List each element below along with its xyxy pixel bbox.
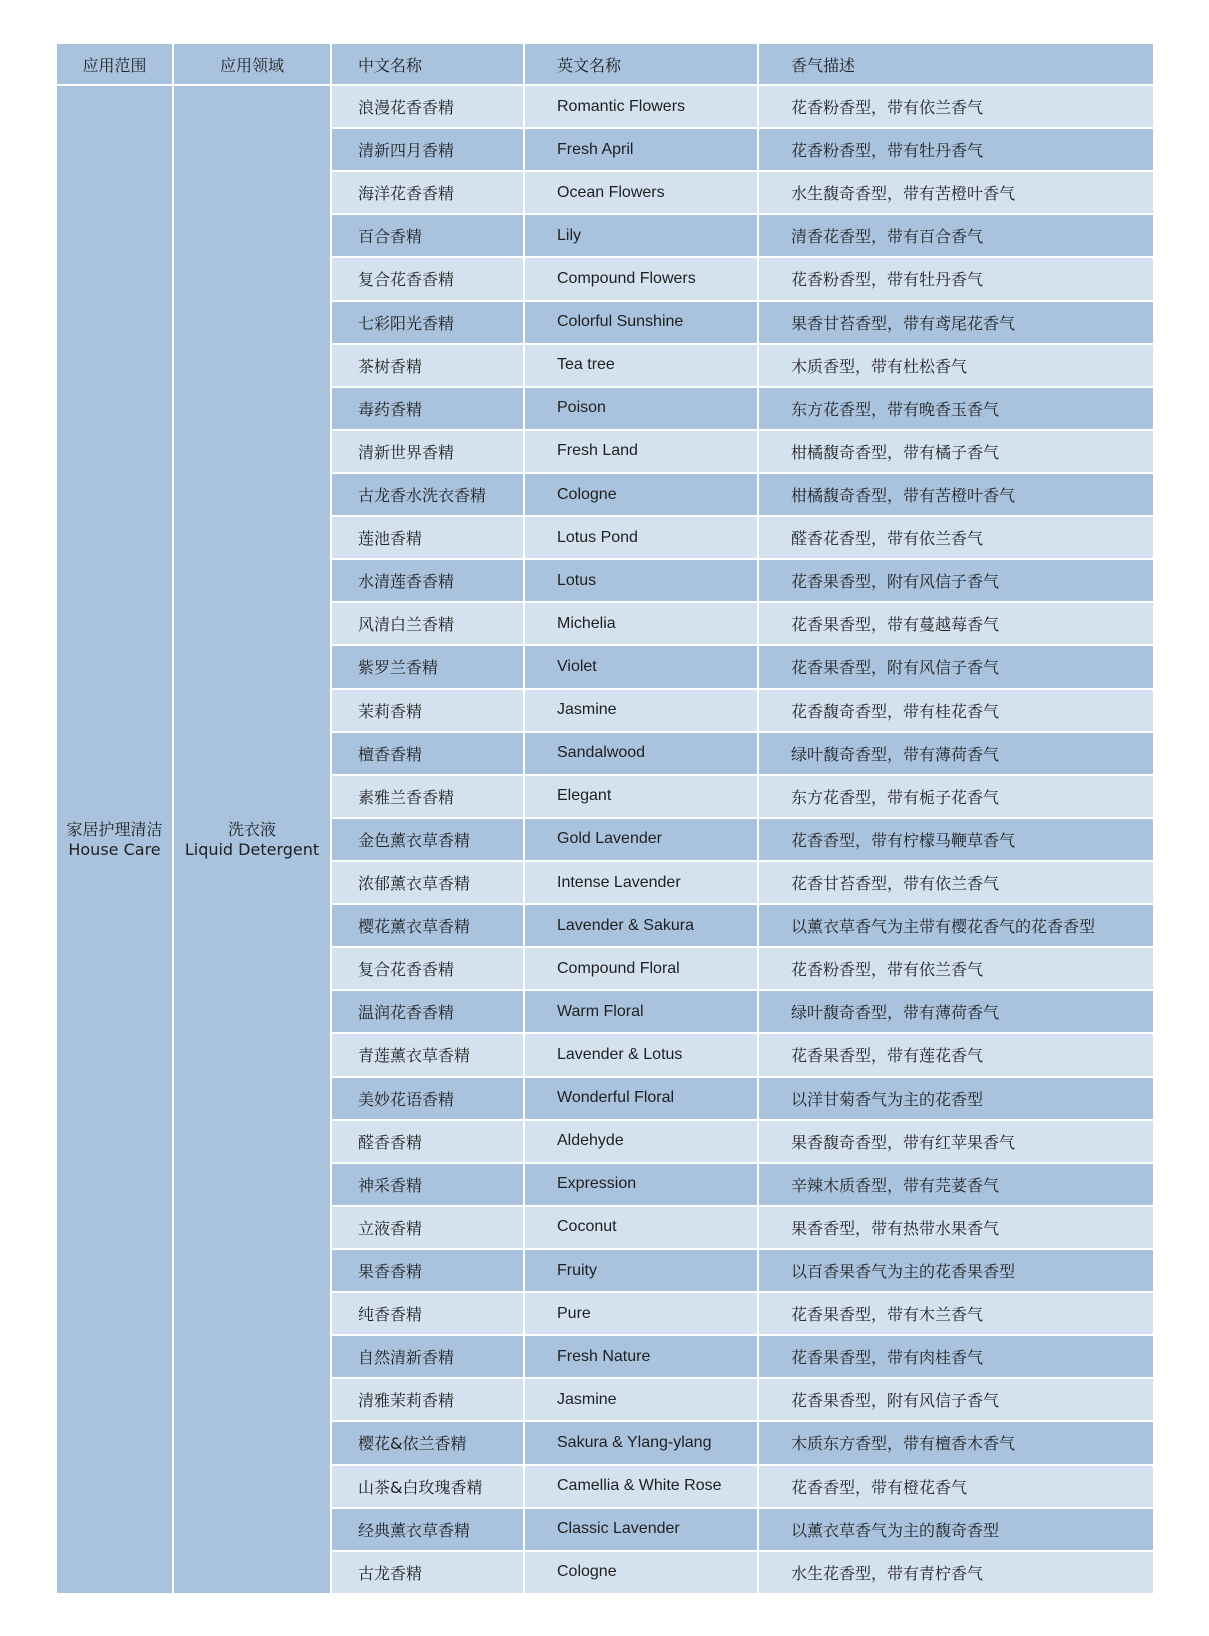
description-cell: 花香果香型，带有木兰香气 xyxy=(759,1293,1153,1336)
description-cell: 柑橘馥奇香型，带有橘子香气 xyxy=(759,431,1153,474)
description-cell: 花香粉香型，带有依兰香气 xyxy=(759,948,1153,991)
cn-name-cell: 毒药香精 xyxy=(332,388,525,431)
cn-name-cell: 复合花香香精 xyxy=(332,948,525,991)
description-cell: 花香果香型，附有风信子香气 xyxy=(759,560,1153,603)
cn-name-cell: 百合香精 xyxy=(332,215,525,258)
cn-name-cell: 檀香香精 xyxy=(332,733,525,776)
en-name-cell: Fresh Nature xyxy=(525,1336,759,1379)
cn-name-cell: 清新世界香精 xyxy=(332,431,525,474)
header-row xyxy=(57,44,1153,86)
en-name-cell: Lotus Pond xyxy=(525,517,759,560)
description-cell: 花香粉香型，带有牡丹香气 xyxy=(759,258,1153,301)
cn-name-cell: 莲池香精 xyxy=(332,517,525,560)
description-cell: 绿叶馥奇香型，带有薄荷香气 xyxy=(759,733,1153,776)
description-cell: 醛香花香型，带有依兰香气 xyxy=(759,517,1153,560)
field-en: Liquid Detergent xyxy=(184,839,320,859)
cn-name-cell: 立液香精 xyxy=(332,1207,525,1250)
scope-en: House Care xyxy=(68,839,161,859)
cn-name-cell: 自然清新香精 xyxy=(332,1336,525,1379)
description-cell: 以洋甘菊香气为主的花香型 xyxy=(759,1078,1153,1121)
en-name-cell: Ocean Flowers xyxy=(525,172,759,215)
description-cell: 花香甘苔香型，带有依兰香气 xyxy=(759,862,1153,905)
cn-name-cell: 风清白兰香精 xyxy=(332,603,525,646)
cn-name-cell: 纯香香精 xyxy=(332,1293,525,1336)
description-cell: 花香果香型，带有蔓越莓香气 xyxy=(759,603,1153,646)
description-cell: 花香果香型，附有风信子香气 xyxy=(759,646,1153,689)
en-name-cell: Fruity xyxy=(525,1250,759,1293)
en-name-cell: Fresh April xyxy=(525,129,759,172)
description-cell: 木质香型，带有杜松香气 xyxy=(759,345,1153,388)
cn-name-cell: 神采香精 xyxy=(332,1164,525,1207)
cn-name-cell: 清雅茉莉香精 xyxy=(332,1379,525,1422)
header-scope: 应用范围 xyxy=(57,44,174,86)
en-name-cell: Compound Flowers xyxy=(525,258,759,301)
cn-name-cell: 素雅兰香香精 xyxy=(332,776,525,819)
cn-name-cell: 紫罗兰香精 xyxy=(332,646,525,689)
en-name-cell: Elegant xyxy=(525,776,759,819)
cn-name-cell: 茶树香精 xyxy=(332,345,525,388)
cn-name-cell: 金色薰衣草香精 xyxy=(332,819,525,862)
cn-name-cell: 清新四月香精 xyxy=(332,129,525,172)
en-name-cell: Warm Floral xyxy=(525,991,759,1034)
description-cell: 花香香型，带有柠檬马鞭草香气 xyxy=(759,819,1153,862)
cn-name-cell: 樱花薰衣草香精 xyxy=(332,905,525,948)
en-name-cell: Wonderful Floral xyxy=(525,1078,759,1121)
description-cell: 辛辣木质香型，带有芫荽香气 xyxy=(759,1164,1153,1207)
en-name-cell: Sandalwood xyxy=(525,733,759,776)
fragrance-table xyxy=(57,44,1153,1595)
cn-name-cell: 樱花&依兰香精 xyxy=(332,1422,525,1465)
cn-name-cell: 水清莲香香精 xyxy=(332,560,525,603)
en-name-cell: Violet xyxy=(525,646,759,689)
en-name-cell: Lavender & Sakura xyxy=(525,905,759,948)
table-body xyxy=(57,86,1153,1595)
en-name-cell: Pure xyxy=(525,1293,759,1336)
en-name-cell: Intense Lavender xyxy=(525,862,759,905)
header-cn-name: 中文名称 xyxy=(332,44,525,86)
description-cell: 水生馥奇香型，带有苦橙叶香气 xyxy=(759,172,1153,215)
header-description: 香气描述 xyxy=(759,44,1153,86)
cn-name-cell: 海洋花香香精 xyxy=(332,172,525,215)
field-cn: 洗衣液 xyxy=(227,819,276,839)
description-cell: 东方花香型，带有晚香玉香气 xyxy=(759,388,1153,431)
description-cell: 柑橘馥奇香型，带有苦橙叶香气 xyxy=(759,474,1153,517)
description-cell: 果香香型，带有热带水果香气 xyxy=(759,1207,1153,1250)
description-cell: 果香甘苔香型，带有鸢尾花香气 xyxy=(759,302,1153,345)
cn-name-cell: 茉莉香精 xyxy=(332,690,525,733)
field-cell xyxy=(174,86,332,1595)
scope-cn: 家居护理清洁 xyxy=(66,819,163,839)
description-cell: 以薰衣草香气为主带有樱花香气的花香香型 xyxy=(759,905,1153,948)
en-name-cell: Romantic Flowers xyxy=(525,86,759,129)
cn-name-cell: 古龙香水洗衣香精 xyxy=(332,474,525,517)
cn-name-cell: 果香香精 xyxy=(332,1250,525,1293)
description-cell: 绿叶馥奇香型，带有薄荷香气 xyxy=(759,991,1153,1034)
cn-name-cell: 复合花香香精 xyxy=(332,258,525,301)
description-cell: 花香粉香型，带有依兰香气 xyxy=(759,86,1153,129)
cn-name-cell: 山茶&白玫瑰香精 xyxy=(332,1466,525,1509)
description-cell: 以薰衣草香气为主的馥奇香型 xyxy=(759,1509,1153,1552)
en-name-cell: Cologne xyxy=(525,1552,759,1595)
en-name-cell: Aldehyde xyxy=(525,1121,759,1164)
cn-name-cell: 温润花香香精 xyxy=(332,991,525,1034)
description-cell: 清香花香型，带有百合香气 xyxy=(759,215,1153,258)
cn-name-cell: 美妙花语香精 xyxy=(332,1078,525,1121)
description-cell: 花香粉香型，带有牡丹香气 xyxy=(759,129,1153,172)
cn-name-cell: 浓郁薰衣草香精 xyxy=(332,862,525,905)
en-name-cell: Jasmine xyxy=(525,690,759,733)
en-name-cell: Jasmine xyxy=(525,1379,759,1422)
cn-name-cell: 浪漫花香香精 xyxy=(332,86,525,129)
description-cell: 东方花香型，带有栀子花香气 xyxy=(759,776,1153,819)
description-cell: 花香香型，带有橙花香气 xyxy=(759,1466,1153,1509)
header-en-name: 英文名称 xyxy=(525,44,759,86)
en-name-cell: Expression xyxy=(525,1164,759,1207)
header-field: 应用领域 xyxy=(174,44,332,86)
cn-name-cell: 经典薰衣草香精 xyxy=(332,1509,525,1552)
table-row xyxy=(57,86,1153,129)
en-name-cell: Lotus xyxy=(525,560,759,603)
en-name-cell: Michelia xyxy=(525,603,759,646)
en-name-cell: Tea tree xyxy=(525,345,759,388)
cn-name-cell: 古龙香精 xyxy=(332,1552,525,1595)
en-name-cell: Fresh Land xyxy=(525,431,759,474)
cn-name-cell: 青莲薰衣草香精 xyxy=(332,1034,525,1077)
description-cell: 花香馥奇香型，带有桂花香气 xyxy=(759,690,1153,733)
en-name-cell: Cologne xyxy=(525,474,759,517)
description-cell: 花香果香型，带有肉桂香气 xyxy=(759,1336,1153,1379)
en-name-cell: Colorful Sunshine xyxy=(525,302,759,345)
scope-cell xyxy=(57,86,174,1595)
description-cell: 果香馥奇香型，带有红苹果香气 xyxy=(759,1121,1153,1164)
en-name-cell: Sakura & Ylang-ylang xyxy=(525,1422,759,1465)
description-cell: 花香果香型，附有风信子香气 xyxy=(759,1379,1153,1422)
en-name-cell: Camellia & White Rose xyxy=(525,1466,759,1509)
en-name-cell: Lavender & Lotus xyxy=(525,1034,759,1077)
en-name-cell: Coconut xyxy=(525,1207,759,1250)
description-cell: 木质东方香型，带有檀香木香气 xyxy=(759,1422,1153,1465)
en-name-cell: Poison xyxy=(525,388,759,431)
en-name-cell: Lily xyxy=(525,215,759,258)
en-name-cell: Classic Lavender xyxy=(525,1509,759,1552)
description-cell: 以百香果香气为主的花香果香型 xyxy=(759,1250,1153,1293)
en-name-cell: Gold Lavender xyxy=(525,819,759,862)
description-cell: 花香果香型，带有莲花香气 xyxy=(759,1034,1153,1077)
description-cell: 水生花香型，带有青柠香气 xyxy=(759,1552,1153,1595)
cn-name-cell: 七彩阳光香精 xyxy=(332,302,525,345)
en-name-cell: Compound Floral xyxy=(525,948,759,991)
cn-name-cell: 醛香香精 xyxy=(332,1121,525,1164)
